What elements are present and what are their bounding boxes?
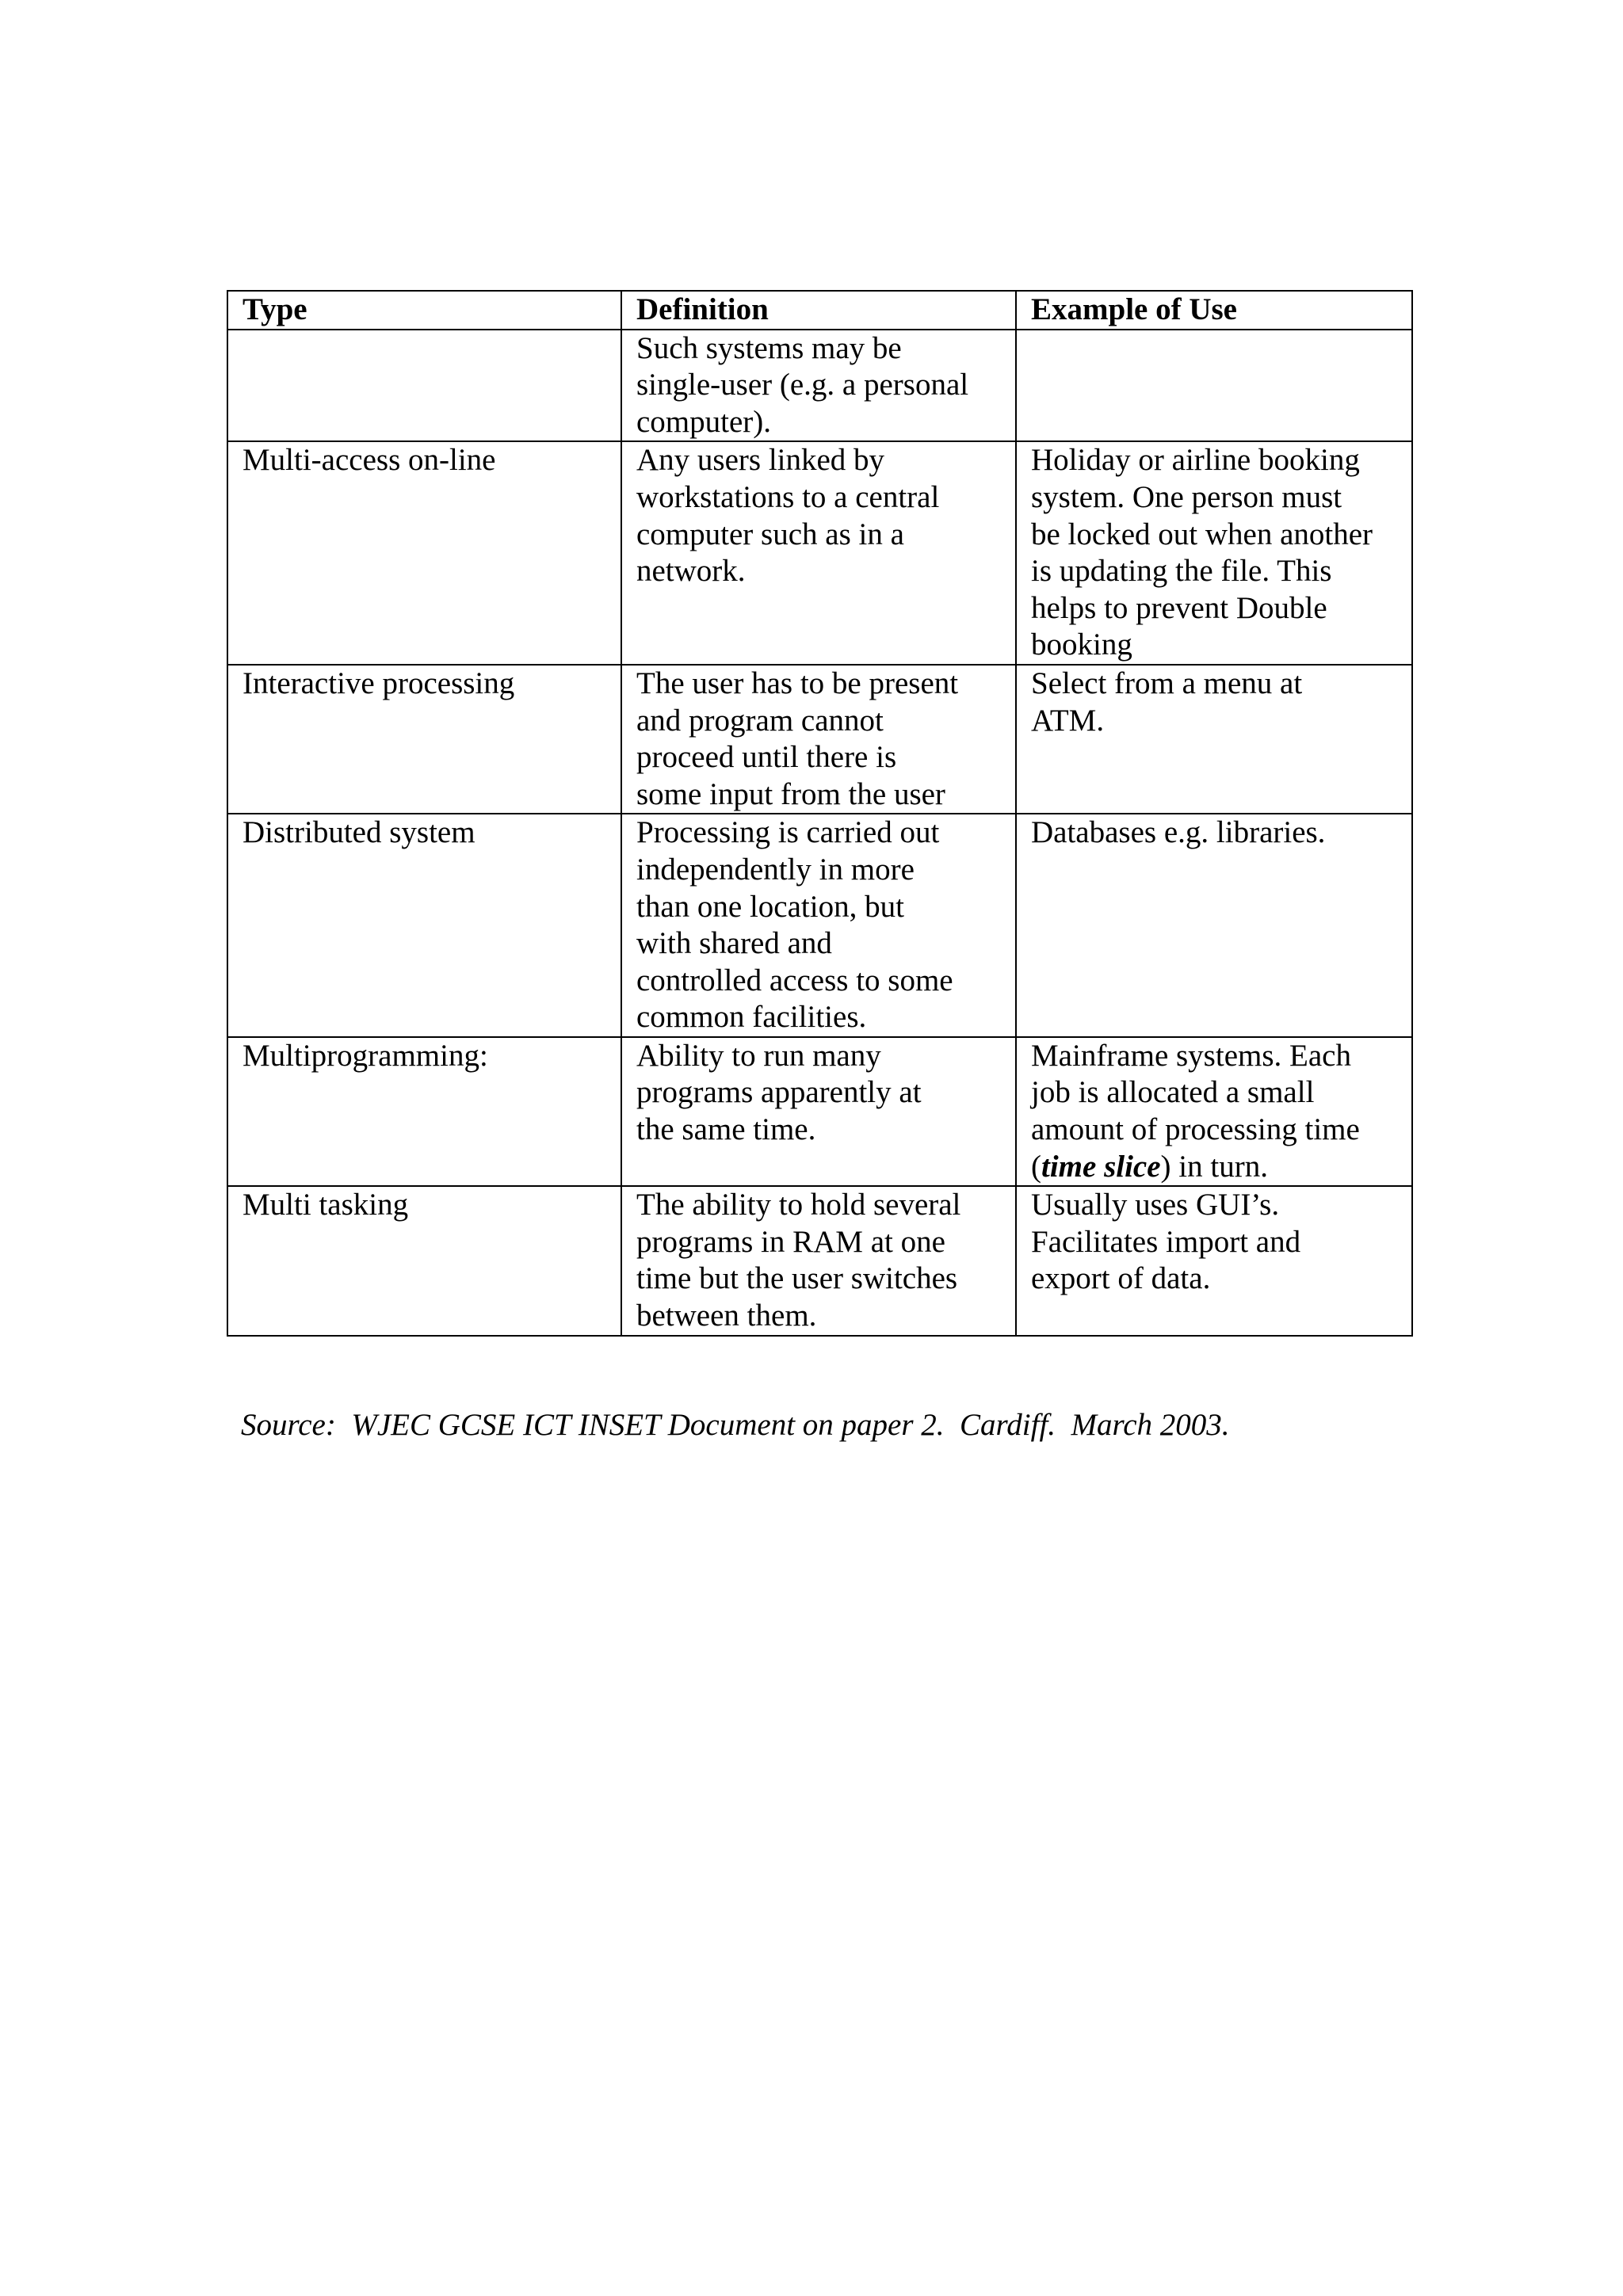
- example-cell: [1016, 1186, 1412, 1335]
- table-row: [227, 330, 1412, 442]
- example-text-start: Mainframe systems. Each job is allocated a small amount of processing time (: [1031, 1038, 1360, 1184]
- system-types-table: [227, 290, 1413, 1337]
- table-header-row: [227, 291, 1412, 330]
- definition-text: The ability to hold several programs in RAM at one time but the user switches between them.: [636, 1188, 961, 1333]
- example-text: Databases e.g. libraries.: [1031, 815, 1326, 850]
- type-text: Distributed system: [242, 815, 475, 850]
- type-text: Interactive processing: [242, 666, 515, 700]
- type-cell: [227, 814, 621, 1037]
- example-text-end: ) in turn.: [1160, 1149, 1268, 1184]
- time-slice-emphasis: time slice: [1041, 1149, 1161, 1184]
- type-cell: [227, 665, 621, 814]
- example-cell: [1016, 814, 1412, 1037]
- table-row: [227, 441, 1412, 665]
- type-text: Multi-access on-line: [242, 443, 496, 478]
- example-text: Select from a menu at ATM.: [1031, 666, 1303, 738]
- definition-cell: [621, 330, 1016, 442]
- table-row: [227, 814, 1412, 1037]
- example-text: Usually uses GUI’s. Facilitates import and export of data.: [1031, 1188, 1301, 1296]
- example-cell: [1016, 330, 1412, 442]
- source-citation: Source: WJEC GCSE ICT INSET Document on paper 2. Cardiff. March 2003.: [241, 1408, 1230, 1442]
- header-example-of-use: Example of Use: [1016, 291, 1412, 330]
- table-row: [227, 1186, 1412, 1335]
- definition-text: Ability to run many programs apparently at the same time.: [636, 1038, 922, 1147]
- type-cell: [227, 330, 621, 442]
- header-definition: Definition: [621, 291, 1016, 330]
- definition-cell: [621, 665, 1016, 814]
- example-cell: [1016, 441, 1412, 665]
- example-text: [1031, 1038, 1399, 1185]
- definition-text: Any users linked by workstations to a central computer such as in a network.: [636, 443, 940, 589]
- definition-text: Processing is carried out independently in more than one location, but with shared and controlled access to some common facilities.: [636, 815, 953, 1035]
- type-text: Multi tasking: [242, 1188, 409, 1222]
- type-cell: [227, 1037, 621, 1186]
- header-type: Type: [227, 291, 621, 330]
- definition-cell: [621, 441, 1016, 665]
- type-text: Multiprogramming:: [242, 1038, 488, 1073]
- definition-cell: [621, 1037, 1016, 1186]
- definition-text: Such systems may be single-user (e.g. a personal computer).: [636, 330, 969, 439]
- table-row: [227, 1037, 1412, 1186]
- example-cell: [1016, 1037, 1412, 1186]
- type-cell: [227, 1186, 621, 1335]
- definition-cell: [621, 1186, 1016, 1335]
- table-row: [227, 665, 1412, 814]
- example-text: Holiday or airline booking system. One person must be locked out when another is updating the file. This helps to prevent Double booking: [1031, 443, 1373, 662]
- type-cell: [227, 441, 621, 665]
- definition-text: The user has to be present and program cannot proceed until there is some input from the user: [636, 666, 959, 811]
- example-cell: [1016, 665, 1412, 814]
- definition-cell: [621, 814, 1016, 1037]
